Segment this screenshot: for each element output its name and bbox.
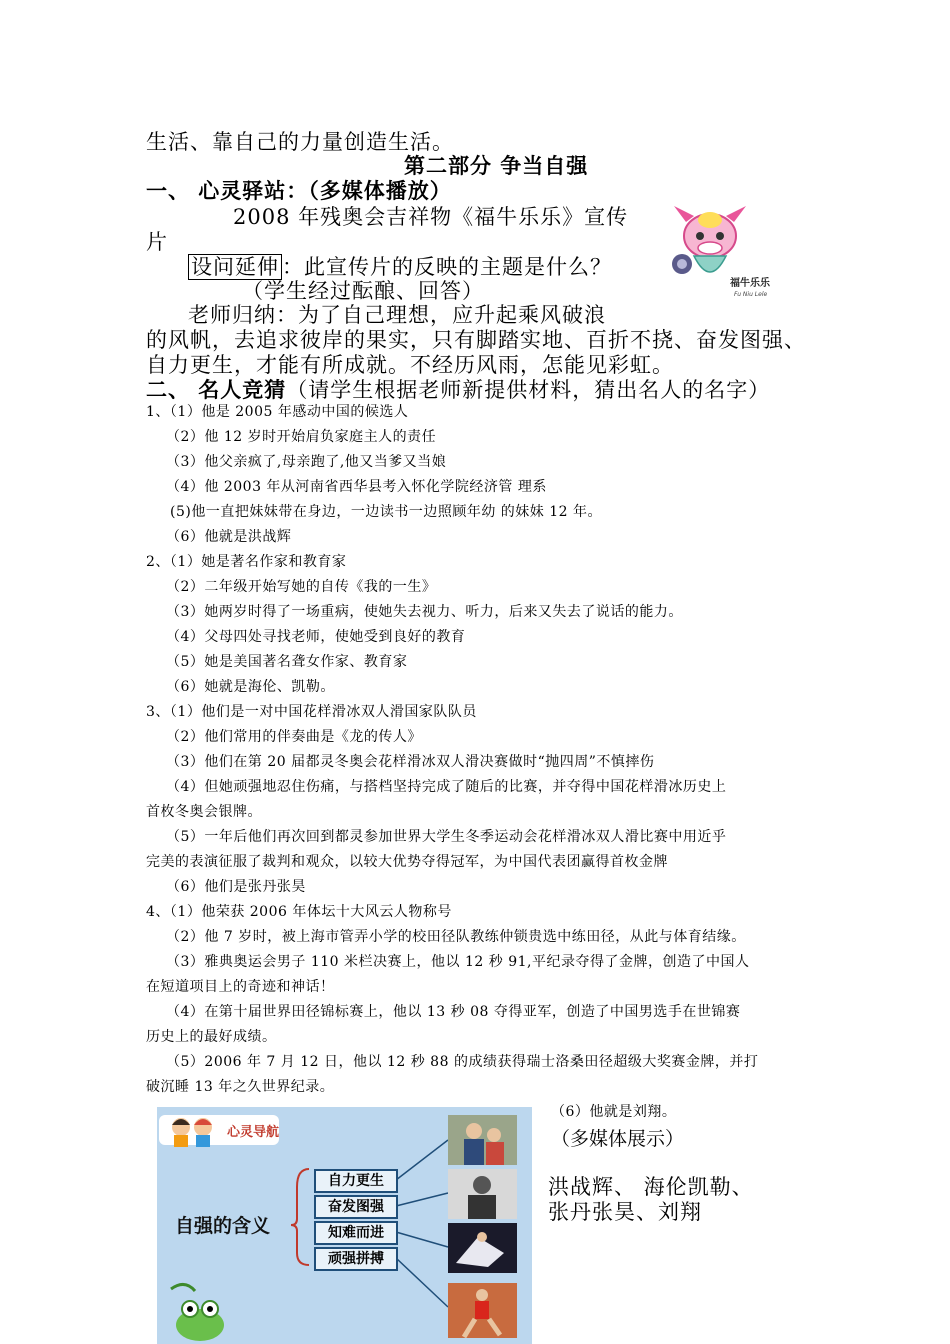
diagram-item: 知难而进 [314, 1221, 398, 1245]
answer-line: （6）他就是刘翔。 [551, 1104, 677, 1120]
section-heading [146, 374, 770, 404]
list-item: 首枚冬奥会银牌。 [146, 804, 262, 820]
mascot-latin: Fu Niu Lele [734, 291, 768, 298]
list-item: 在短道项目上的奇迹和神话！ [146, 979, 335, 995]
frog-icon [165, 1277, 235, 1344]
mascot-name: 福牛乐乐 [730, 278, 770, 289]
list-item: （4）父母四处寻找老师，使她受到良好的教育 [166, 629, 466, 645]
self-reliance-diagram [157, 1107, 532, 1344]
hurdler-photo [448, 1283, 517, 1338]
portrait-photo [448, 1169, 517, 1219]
part-title: 第二部分 争当自强 [404, 154, 589, 178]
text-line: 老师归纳：为了自己理想，应升起乘风破浪 [188, 303, 606, 327]
list-item: （6）他就是洪战辉 [166, 529, 292, 545]
list-item: （5）2006 年 7 月 12 日，他以 12 秒 88 的成绩获得瑞士洛桑田径超级大奖赛金牌，并打 [166, 1054, 759, 1070]
section-heading: 一、 心灵驿站：（多媒体播放） [146, 179, 452, 203]
diagram-item: 奋发图强 [314, 1195, 398, 1219]
list-item: 完美的表演征服了裁判和观众，以较大优势夺得冠军，为中国代表团赢得首枚金牌 [146, 854, 668, 870]
list-item: （3）他父亲疯了,母亲跑了,他又当爹又当娘 [166, 454, 447, 470]
question-text: ：此宣传片的反映的主题是什么？ [282, 255, 612, 279]
text-line: （学生经过酝酿、回答） [242, 279, 484, 303]
diagram-title: 自强的含义 [175, 1215, 271, 1237]
list-item: （6）她就是海伦、凯勒。 [166, 679, 335, 695]
list-item: （4）但她顽强地忍住伤痛，与搭档坚持完成了随后的比赛，并夺得中国花样滑冰历史上 [166, 779, 727, 795]
list-item: （2）他们常用的伴奏曲是《龙的传人》 [166, 729, 422, 745]
answer-names: 洪战辉、 海伦凯勒、 [548, 1175, 754, 1199]
list-item: （4）他 2003 年从河南省西华县考入怀化学院经济管 理系 [166, 479, 547, 495]
list-item: （2）他 12 岁时开始肩负家庭主人的责任 [166, 429, 437, 445]
list-item: （3）雅典奥运会男子 110 米栏决赛上，他以 12 秒 91,平纪录夺得了金牌，创造了中国人 [166, 954, 750, 970]
skating-photo [448, 1223, 517, 1273]
text-line: 自力更生，才能有所成就。不经历风雨，怎能见彩虹。 [146, 353, 674, 377]
list-item: （2）他 7 岁时，被上海市管弄小学的校田径队教练仲锁贵选中练田径，从此与体育结缘。 [166, 929, 746, 945]
list-item: 3、（1）他们是一对中国花样滑冰双人滑国家队队员 [146, 704, 477, 720]
section-heading-note: （请学生根据老师新提供材料，猜出名人的名字） [286, 378, 771, 402]
badge-label: 心灵导航 [227, 1125, 280, 1140]
section-heading-label: 二、 名人竞猜 [146, 378, 287, 402]
list-item: 2、（1）她是著名作家和教育家 [146, 554, 347, 570]
text-line: 片 [146, 230, 168, 254]
multimedia-note: （多媒体展示） [551, 1128, 685, 1150]
text-line: 生活、靠自己的力量创造生活。 [146, 130, 454, 154]
text-line: 2008 年残奥会吉祥物《福牛乐乐》宣传 [233, 205, 629, 229]
question-label: 设问延伸 [188, 254, 282, 280]
mascot-image [664, 200, 784, 300]
list-item: (5)他一直把妹妹带在身边，一边读书一边照顾年幼 的妹妹 12 年。 [170, 504, 602, 520]
list-item: 破沉睡 13 年之久世界纪录。 [146, 1079, 335, 1095]
list-item: （2）二年级开始写她的自传《我的一生》 [166, 579, 437, 595]
diagram-item: 自力更生 [314, 1169, 398, 1193]
diagram-item: 顽强拼搏 [314, 1247, 398, 1271]
list-item: （5）一年后他们再次回到都灵参加世界大学生冬季运动会花样滑冰双人滑比赛中用近乎 [166, 829, 727, 845]
portrait-photo [448, 1115, 517, 1165]
text-line: 的风帆，去追求彼岸的果实，只有脚踏实地、百折不挠、奋发图强、 [146, 328, 806, 352]
list-item: 4、（1）他荣获 2006 年体坛十大风云人物称号 [146, 904, 452, 920]
list-item: （4）在第十届世界田径锦标赛上，他以 13 秒 08 夺得亚军，创造了中国男选手在世锦赛 [166, 1004, 741, 1020]
list-item: （3）他们在第 20 届都灵冬奥会花样滑冰双人滑决赛做时“抛四周”不慎摔伤 [166, 754, 655, 770]
list-item: （6）他们是张丹张昊 [166, 879, 306, 895]
list-item: 1、（1）他是 2005 年感动中国的候选人 [146, 404, 409, 420]
list-item: （5）她是美国著名聋女作家、教育家 [166, 654, 408, 670]
list-item: （3）她两岁时得了一场重病，使她失去视力、听力，后来又失去了说话的能力。 [166, 604, 683, 620]
answer-names: 张丹张昊、刘翔 [548, 1200, 702, 1224]
list-item: 历史上的最好成绩。 [146, 1029, 277, 1045]
